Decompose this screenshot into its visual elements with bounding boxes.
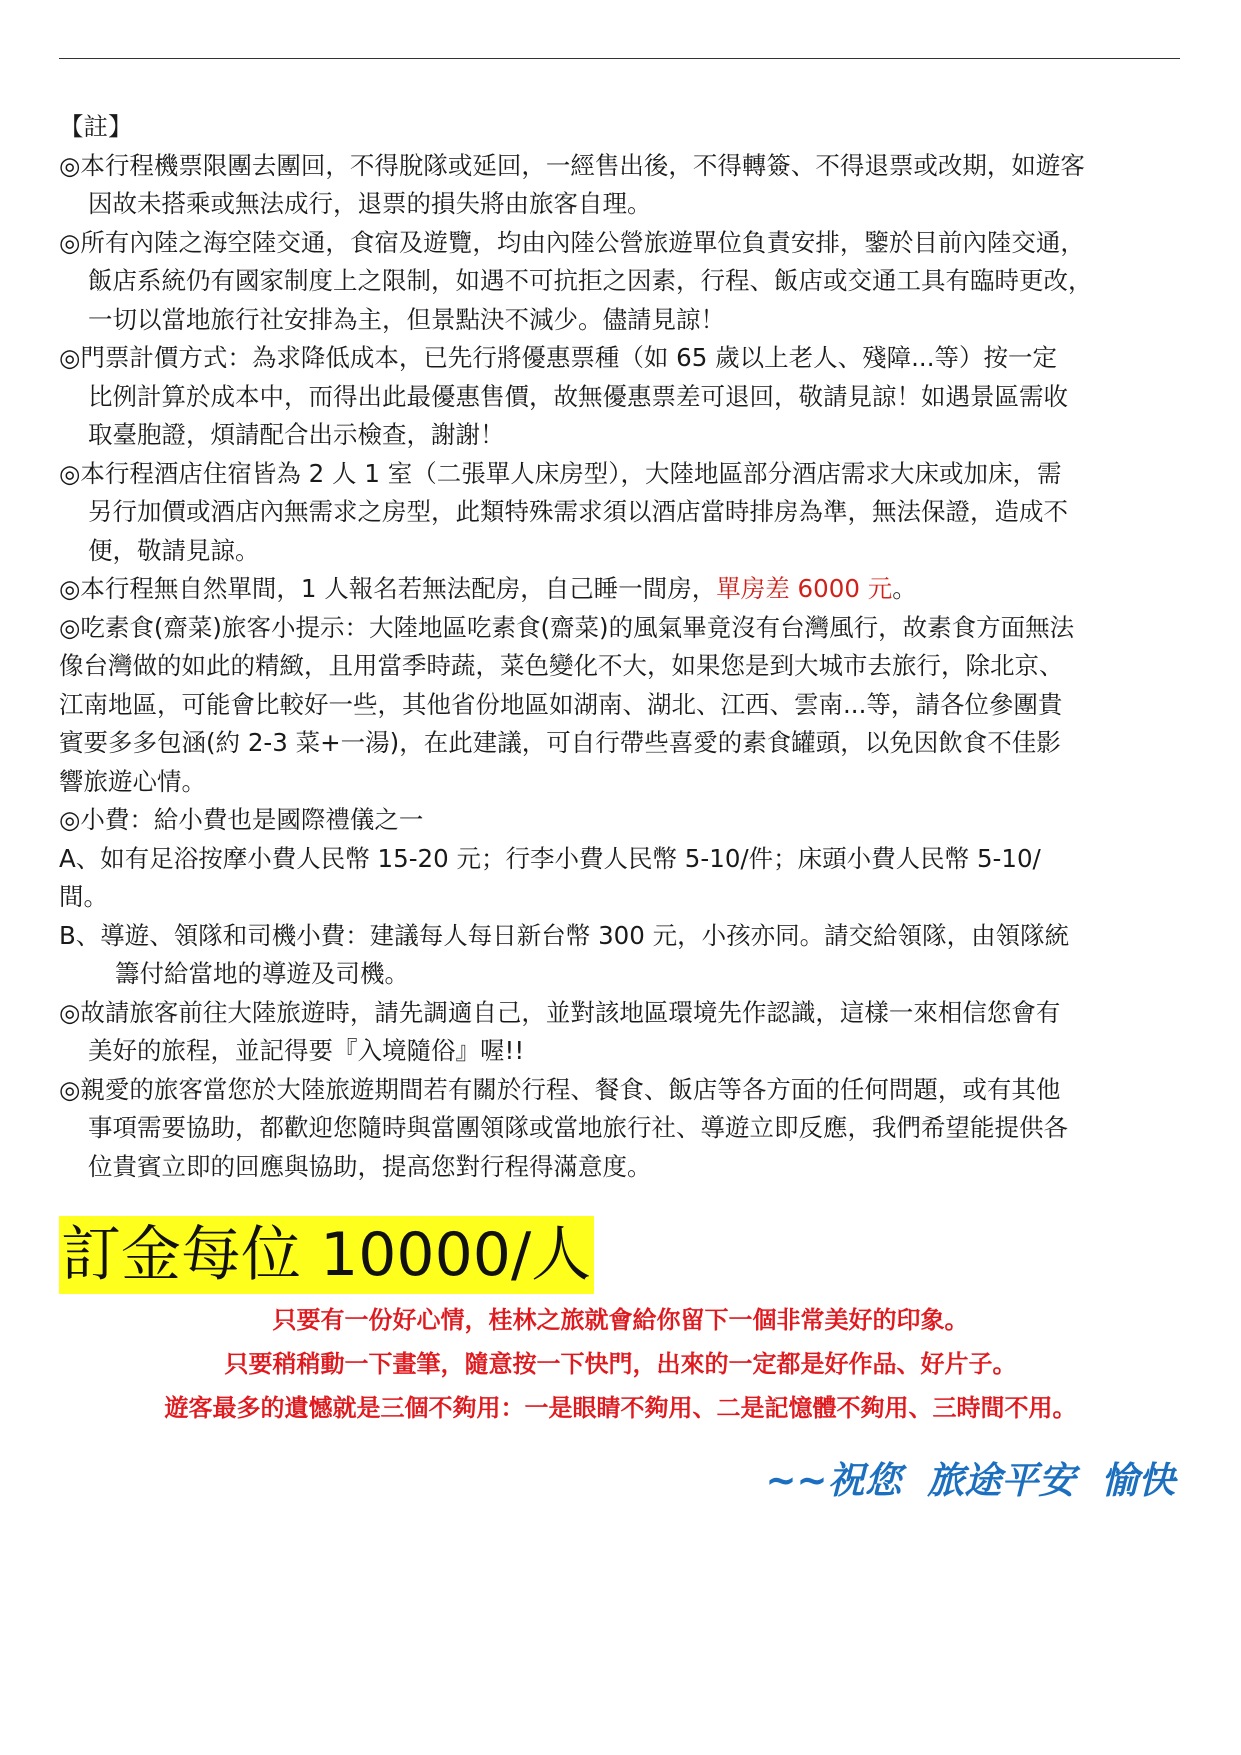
note-line: ◎所有內陸之海空陸交通，食宿及遊覽，均由內陸公營旅遊單位負責安排，鑒於目前內陸交通， bbox=[59, 227, 1085, 257]
note-line: ◎親愛的旅客當您於大陸旅遊期間若有關於行程、餐食、飯店等各方面的任何問題，或有其他 bbox=[59, 1074, 1061, 1104]
top-divider bbox=[59, 58, 1180, 59]
note-item-transport bbox=[59, 224, 1184, 340]
note-line: 事項需要協助，都歡迎您隨時與當團領隊或當地旅行社、導遊立即反應，我們希望能提供各 bbox=[88, 1113, 1068, 1142]
tips-item-a bbox=[59, 840, 1184, 917]
note-line: ◎本行程機票限團去團回，不得脫隊或延回，一經售出後，不得轉簽、不得退票或改期，如遊客 bbox=[59, 150, 1085, 180]
note-item-tips-title: ◎小費：給小費也是國際禮儀之一 bbox=[59, 805, 424, 834]
note-line: 比例計算於成本中，而得出此最優惠售價，故無優惠票差可退回，敬請見諒！如遇景區需收 bbox=[88, 381, 1068, 411]
note-line: 取臺胞證，煩請配合出示檢查，謝謝！ bbox=[88, 420, 505, 449]
slogans-block bbox=[0, 1298, 1241, 1430]
note-line: 江南地區，可能會比較好一些，其他省份地區如湖南、湖北、江西、雲南...等，請各位參團貴 bbox=[59, 689, 1063, 719]
note-item-adapt bbox=[59, 994, 1184, 1071]
notes-section bbox=[59, 108, 1184, 1186]
note-line: 另行加價或酒店內無需求之房型，此類特殊需求須以酒店當時排房為準，無法保證，造成不 bbox=[88, 497, 1068, 526]
note-line: ◎故請旅客前往大陸旅遊時，請先調適自己，並對該地區環境先作認識，這樣一來相信您會有 bbox=[59, 997, 1061, 1027]
note-item-assistance bbox=[59, 1071, 1184, 1187]
note-line: 。 bbox=[892, 574, 917, 603]
note-line: 像台灣做的如此的精緻，且用當季時蔬，菜色變化不大，如果您是到大城市去旅行，除北京、 bbox=[59, 651, 1064, 680]
note-line: 響旅遊心情。 bbox=[59, 766, 206, 796]
note-item-hotel-rooms bbox=[59, 455, 1184, 571]
note-item-tickets-pricing bbox=[59, 339, 1184, 455]
note-line: 因故未搭乘或無法成行，退票的損失將由旅客自理。 bbox=[88, 189, 652, 218]
note-line: B、導遊、領隊和司機小費：建議每人每日新台幣 300 元，小孩亦同。請交給領隊，由領隊統 bbox=[59, 920, 1070, 950]
note-line: 美好的旅程，並記得要『入境隨俗』喔!! bbox=[88, 1036, 525, 1065]
note-line: 賓要多多包涵(約 2-3 菜+一湯)，在此建議，可自行帶些喜愛的素食罐頭，以免因飲食不佳影 bbox=[59, 728, 1061, 757]
deposit-banner: 訂金每位 10000/人 bbox=[59, 1216, 594, 1294]
note-line: ◎門票計價方式：為求降低成本，已先行將優惠票種（如 65 歲以上老人、殘障...等）按一定 bbox=[59, 343, 1057, 372]
note-line: 位貴賓立即的回應與協助，提高您對行程得滿意度。 bbox=[88, 1151, 652, 1181]
note-line: 便，敬請見諒。 bbox=[88, 535, 260, 565]
note-line: 一切以當地旅行社安排為主，但景點決不減少。儘請見諒！ bbox=[88, 304, 725, 334]
note-line: 間。 bbox=[59, 882, 108, 911]
closing-wish: ~~祝您 旅途平安 愉快 bbox=[765, 1459, 1175, 1502]
note-item-single-room bbox=[59, 570, 1184, 609]
tips-item-b bbox=[59, 917, 1184, 994]
slogan-line: 遊客最多的遺憾就是三個不夠用：一是眼睛不夠用、二是記憶體不夠用、三時間不用。 bbox=[164, 1394, 1077, 1422]
note-line: 籌付給當地的導遊及司機。 bbox=[115, 959, 409, 988]
note-item-vegetarian bbox=[59, 609, 1184, 802]
note-line: ◎本行程酒店住宿皆為 2 人 1 室（二張單人床房型），大陸地區部分酒店需求大床或加床，需 bbox=[59, 458, 1062, 488]
note-item-air-tickets bbox=[59, 147, 1184, 224]
notes-heading: 【註】 bbox=[59, 112, 133, 141]
note-line: A、如有足浴按摩小費人民幣 15-20 元；行李小費人民幣 5-10/件；床頭小費人民幣 5-10/ bbox=[59, 843, 1041, 873]
note-line: ◎本行程無自然單間，1 人報名若無法配房，自己睡一間房， bbox=[59, 574, 717, 603]
slogan-line: 只要稍稍動一下畫筆，隨意按一下快門，出來的一定都是好作品、好片子。 bbox=[224, 1350, 1017, 1378]
note-line: 飯店系統仍有國家制度上之限制，如遇不可抗拒之因素，行程、飯店或交通工具有臨時更改， bbox=[88, 266, 1093, 295]
single-room-surcharge: 單房差 6000 元 bbox=[716, 574, 893, 603]
note-line: ◎吃素食(齋菜)旅客小提示：大陸地區吃素食(齋菜)的風氣畢竟沒有台灣風行，故素食方面無法 bbox=[59, 612, 1075, 642]
slogan-line: 只要有一份好心情，桂林之旅就會給你留下一個非常美好的印象。 bbox=[272, 1306, 969, 1334]
